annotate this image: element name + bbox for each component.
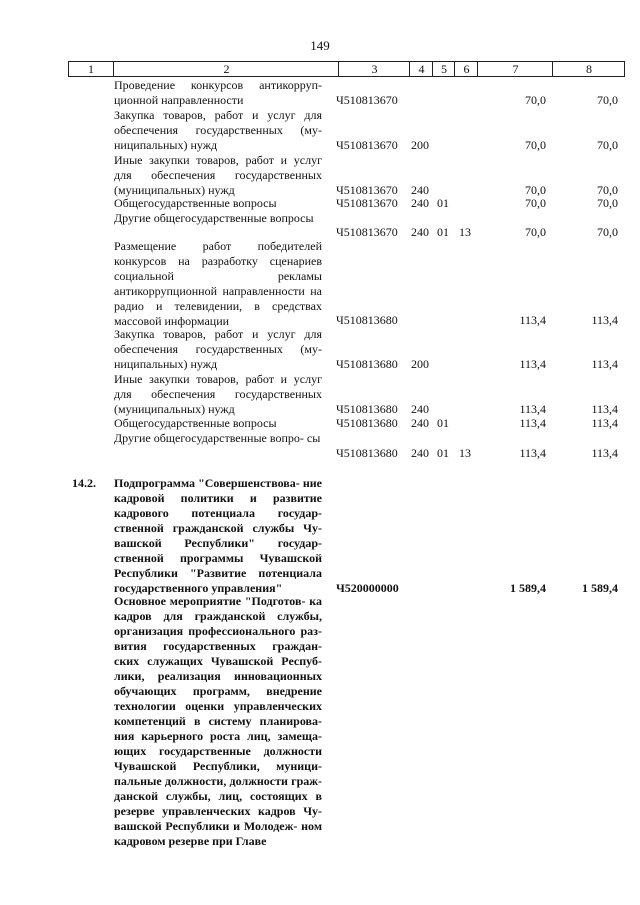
row-sum-2: 113,4: [591, 446, 618, 460]
row-code: Ч520000000: [336, 581, 399, 595]
row-sum-2: 113,4: [591, 416, 618, 430]
row-sum-1: 70,0: [525, 225, 546, 239]
header-col-8: 8: [552, 62, 625, 76]
header-col-5: 5: [432, 62, 455, 76]
row-sum-1: 113,4: [519, 416, 546, 430]
row-sum-2: 113,4: [591, 357, 618, 371]
row-sum-2: 113,4: [591, 402, 618, 416]
row-code: Ч510813680: [336, 402, 398, 416]
row-vr: 240: [411, 225, 429, 239]
row-sum-2: 1 589,4: [582, 581, 618, 595]
row-code: Ч510813680: [336, 446, 398, 460]
row-vr: 240: [411, 183, 429, 197]
header-col-7: 7: [477, 62, 553, 76]
header-col-2: 2: [113, 62, 339, 76]
row-description: Основное мероприятие "Подготов- ка кадров для гражданской службы, организация профессионального раз- вития государственных граждан- ских служащих Чувашской Респуб- лики, реализация инновационных обучающих программ, внедрение технологии оценки управленческих компетенций в систему планирова- ния карьерного роста лиц, замеща- ющих государственные должности Чувашской Республики, муници- пальные должности, должности граж- данской службы, лиц, состоящих в резерве управленческих кадров Чу- вашской Республики и Молодеж- ном кадровом резерве при Главе: [114, 594, 322, 848]
page-number: 149: [310, 38, 330, 53]
header-col-6: 6: [454, 62, 478, 76]
row-description: Общегосударственные вопросы: [114, 416, 277, 430]
row-code: Ч510813670: [336, 93, 398, 107]
row-sum-1: 70,0: [525, 138, 546, 152]
row-pr: 13: [459, 446, 471, 460]
row-description: Размещение работ победителей конкурсов на разработку сценариев социальной рекламы антикоррупционной направленности на радио и телевидении, в средствах массовой информации: [114, 239, 322, 328]
row-description: Проведение конкурсов антикорруп- ционной направленности: [114, 78, 322, 107]
row-sum-2: 70,0: [597, 225, 618, 239]
row-code: Ч510813680: [336, 416, 398, 430]
row-description: Общегосударственные вопросы: [114, 196, 277, 210]
row-rz: 01: [437, 416, 449, 430]
row-number: 14.2.: [72, 476, 96, 490]
table-header: [68, 61, 625, 77]
header-col-3: 3: [338, 62, 410, 76]
row-sum-1: 113,4: [519, 313, 546, 327]
row-sum-2: 70,0: [597, 93, 618, 107]
header-col-4: 4: [409, 62, 433, 76]
row-description: Иные закупки товаров, работ и услуг для обеспечения государственных (муниципальных) нужд: [114, 153, 322, 197]
row-description: Другие общегосударственные вопросы: [114, 211, 314, 225]
row-description: Закупка товаров, работ и услуг для обеспечения государственных (му- ниципальных) нужд: [114, 327, 322, 371]
row-code: Ч510813680: [336, 357, 398, 371]
row-code: Ч510813670: [336, 196, 398, 210]
row-sum-1: 70,0: [525, 93, 546, 107]
row-vr: 240: [411, 416, 429, 430]
row-sum-2: 70,0: [597, 196, 618, 210]
row-rz: 01: [437, 196, 449, 210]
row-vr: 200: [411, 138, 429, 152]
row-sum-1: 113,4: [519, 446, 546, 460]
row-sum-1: 1 589,4: [510, 581, 546, 595]
row-sum-1: 70,0: [525, 196, 546, 210]
row-rz: 01: [437, 225, 449, 239]
row-description: Подпрограмма "Совершенствова- ние кадровой политики и развитие кадрового потенциала государ- ственной гражданской службы Чу- вашской Республики" государ- ственной программы Чувашской Республики "Развитие потенциала государственного управления": [114, 476, 322, 595]
row-code: Ч510813680: [336, 313, 398, 327]
row-vr: 240: [411, 196, 429, 210]
row-vr: 200: [411, 357, 429, 371]
row-code: Ч510813670: [336, 183, 398, 197]
row-description: Иные закупки товаров, работ и услуг для обеспечения государственных (муниципальных) нужд: [114, 372, 322, 416]
row-sum-2: 70,0: [597, 183, 618, 197]
row-description: Другие общегосударственные вопро- сы: [114, 431, 321, 445]
row-vr: 240: [411, 402, 429, 416]
row-rz: 01: [437, 446, 449, 460]
row-sum-2: 113,4: [591, 313, 618, 327]
row-pr: 13: [459, 225, 471, 239]
row-vr: 240: [411, 446, 429, 460]
row-code: Ч510813670: [336, 225, 398, 239]
row-code: Ч510813670: [336, 138, 398, 152]
row-sum-1: 113,4: [519, 402, 546, 416]
row-sum-2: 70,0: [597, 138, 618, 152]
row-description: Закупка товаров, работ и услуг для обеспечения государственных (му- ниципальных) нужд: [114, 108, 322, 152]
header-col-1: 1: [88, 62, 94, 76]
row-sum-1: 70,0: [525, 183, 546, 197]
row-sum-1: 113,4: [519, 357, 546, 371]
